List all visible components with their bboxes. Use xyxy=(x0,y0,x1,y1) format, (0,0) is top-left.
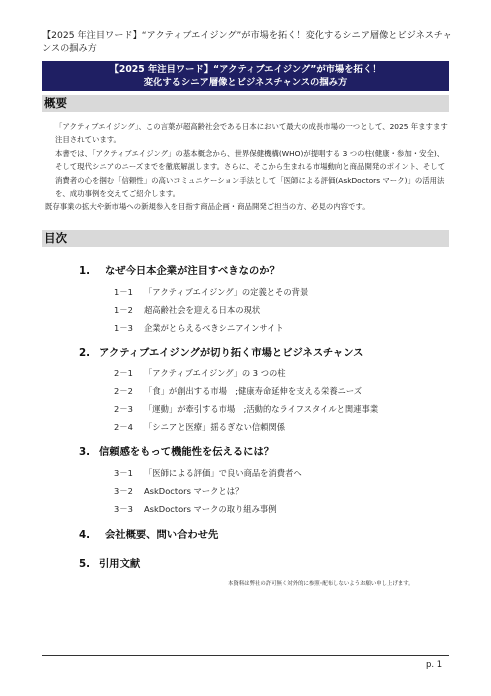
page-number: p. 1 xyxy=(426,660,443,670)
toc-section-3-3[interactable]: 3－3 AskDoctors マークの取り組み事例 xyxy=(114,504,277,514)
footer-divider xyxy=(42,655,449,656)
overview-paragraph-3: 既存事業の拡大や新市場への新規参入を目指す商品企画・商品開発ご担当の方、必見の内容です。 xyxy=(45,202,370,212)
toc-section-2-4[interactable]: 2－4 「シニアと医療」揺るぎない信頼関係 xyxy=(114,422,286,432)
confidentiality-notice: 本資料は弊社の許可無く対外的に参照･配布しないようお願い申し上げます。 xyxy=(228,581,414,587)
toc-chapter-1[interactable]: 1. なぜ今日本企業が注目すべきなのか？ xyxy=(79,265,280,277)
banner-line-1: 【2025 年注目ワード】“アクティブエイジング”が市場を拓く！ xyxy=(109,64,382,75)
toc-section-2-3[interactable]: 2－3 「運動」が牽引する市場 ;活動的なライフスタイルと関連事業 xyxy=(114,404,379,414)
toc-section-1-1[interactable]: 1－1 「アクティブエイジング」の定義とその背景 xyxy=(114,287,309,297)
overview-body xyxy=(45,120,450,214)
toc-section-1-2[interactable]: 1－2 超高齢社会を迎える日本の現状 xyxy=(114,305,261,315)
toc-chapter-4[interactable]: 4. 会社概要、問い合わせ先 xyxy=(79,529,219,541)
banner-line-2: 変化するシニア層像とビジネスチャンスの掴み方 xyxy=(143,77,348,88)
toc-section-2-2[interactable]: 2－2 「食」が創出する市場 ;健康寿命延伸を支える栄養ニーズ xyxy=(114,386,363,396)
toc-chapter-5[interactable]: 5. 引用文献 xyxy=(79,558,141,570)
document-title: 【2025 年注目ワード】“アクティブエイジング”が市場を拓く！変化するシニア層像とビジネスチャンスの掴み方 xyxy=(42,30,452,54)
overview-paragraph-2: 本書では、「アクティブエイジング」の基本概念から、世界保健機構(WHO)が提唱する 3 つの柱(健康・参加・安全)、そして現代シニアのニーズまでを徹底解説します。さらに、そこから生まれる市場動向と商品開発のポイント、そして消費者の心を掴む「信頼性」の高いコミュニケーション手法として「医師による評価(AskDoctors マーク)」の活用法を、成功事例を交えてご紹介します。 xyxy=(55,148,446,199)
toc-chapter-2[interactable]: 2. アクティブエイジングが切り拓く市場とビジネスチャンス xyxy=(79,347,364,359)
toc-section-3-1[interactable]: 3－1 「医師による評価」で良い商品を消費者へ xyxy=(114,468,302,478)
title-banner xyxy=(42,61,449,91)
toc-heading: 目次 xyxy=(42,230,449,247)
toc-section-2-1[interactable]: 2－1 「アクティブエイジング」の 3 つの柱 xyxy=(114,368,286,378)
overview-paragraph-1: 「アクティブエイジング」、この言葉が超高齢社会である日本において最大の成長市場の一つとして、2025 年ますます注目されています。 xyxy=(55,122,448,145)
overview-heading: 概要 xyxy=(42,95,449,112)
toc-section-1-3[interactable]: 1－3 企業がとらえるべきシニアインサイト xyxy=(114,323,284,333)
toc-section-3-2[interactable]: 3－2 AskDoctors マークとは？ xyxy=(114,486,244,496)
toc-chapter-3[interactable]: 3. 信頼感をもって機能性を伝えるには？ xyxy=(79,446,275,458)
